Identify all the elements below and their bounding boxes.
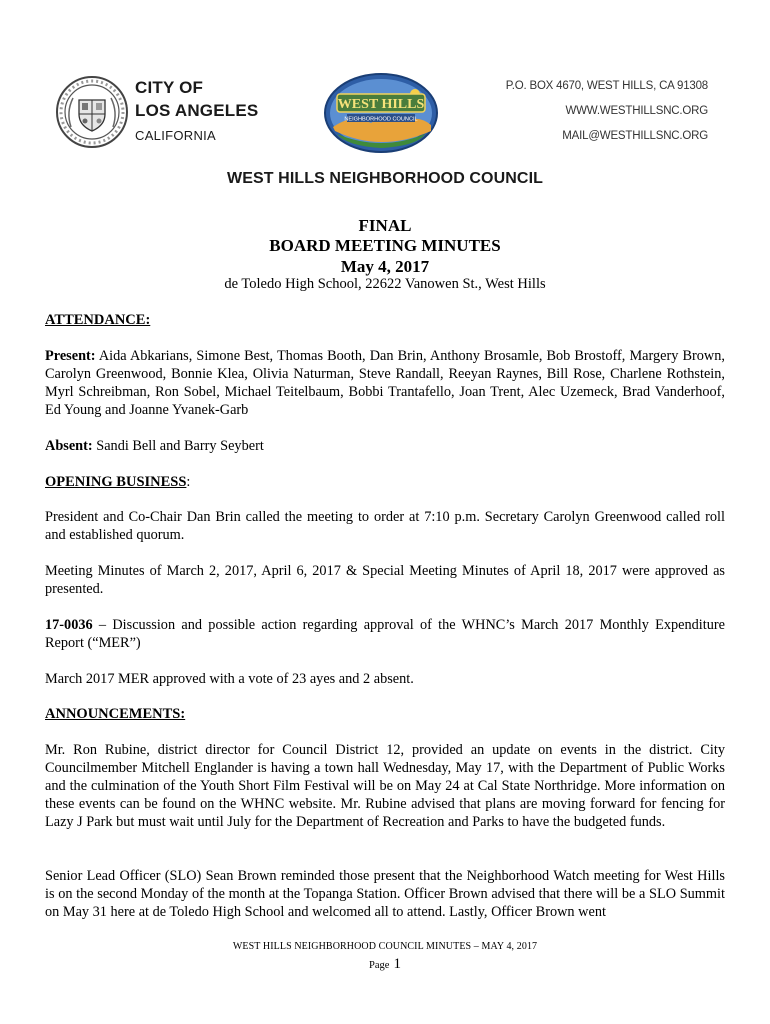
organization-name: WEST HILLS NEIGHBORHOOD COUNCIL: [227, 170, 543, 187]
announcements-heading: ANNOUNCEMENTS:: [45, 706, 186, 722]
page-label: Page: [369, 960, 390, 971]
absent-list: Sandi Bell and Barry Seybert: [96, 438, 264, 454]
city-line-2: LOS ANGELES: [135, 101, 259, 120]
city-line-1: CITY OF: [135, 78, 204, 97]
opening-heading: OPENING BUSINESS: [45, 474, 187, 490]
document-status: FINAL: [358, 216, 412, 235]
website: WWW.WESTHILLSNC.ORG: [565, 105, 708, 117]
attendance-heading: ATTENDANCE:: [45, 312, 151, 328]
present-list: Aida Abkarians, Simone Best, Thomas Booth, Dan Brin, Anthony Brosamle, Bob Brostoff, Margery Brown, Carolyn Greenwood, Bonnie Klea, Olivia Naturman, Steve Randall, Reeyan Raynes, Bill Rose, Charlene Rothstein, Myrl Schreibman, Ron Sobel, Michael Teitelbaum, Bobbi Trantafello, Joan Trent, Alec Uzemeck, Brad Vanderhoof, Ed Young and Joanne Yvanek-Garb: [45, 348, 725, 418]
opening-paragraph-2: Meeting Minutes of March 2, 2017, April 6, 2017 & Special Meeting Minutes of April 18, 2017 were approved as presented.: [45, 563, 725, 597]
opening-heading-row: [45, 473, 725, 491]
agenda-item-text: – Discussion and possible action regarding approval of the WHNC’s March 2017 Monthly Expenditure Report (“MER”): [45, 617, 725, 651]
page-number-row: [0, 955, 770, 973]
absent-paragraph: [45, 437, 725, 455]
contact-block: [506, 74, 708, 149]
po-box: P.O. BOX 4670, WEST HILLS, CA 91308: [505, 80, 708, 92]
present-paragraph: [45, 347, 725, 419]
page-number: 1: [393, 956, 401, 972]
city-line-3: CALIFORNIA: [135, 128, 217, 143]
opening-paragraph-1: President and Co-Chair Dan Brin called the meeting to order at 7:10 p.m. Secretary Carolyn Greenwood called roll and established quorum.: [45, 509, 725, 543]
city-seal-icon: [55, 75, 129, 149]
meeting-date: May 4, 2017: [340, 257, 430, 276]
agenda-item-number: 17-0036: [45, 617, 93, 633]
city-of-los-angeles-block: [135, 76, 258, 147]
agenda-item-17-0036: [45, 616, 725, 652]
present-label: Present:: [45, 348, 96, 364]
meeting-venue: de Toledo High School, 22622 Vanowen St., West Hills: [224, 276, 546, 292]
document-title: BOARD MEETING MINUTES: [269, 236, 501, 255]
logo-title: WEST HILLS: [337, 97, 425, 112]
logo-subtitle: NEIGHBORHOOD COUNCIL: [344, 116, 418, 123]
west-hills-logo: [323, 72, 439, 154]
opening-paragraph-3: March 2017 MER approved with a vote of 23 ayes and 2 absent.: [45, 671, 414, 687]
announcements-paragraph-2: Senior Lead Officer (SLO) Sean Brown reminded those present that the Neighborhood Watch meeting for West Hills is on the second Monday of the month at the Topanga Station. Officer Brown advised that there will be a SLO Summit on May 31 here at de Toledo High School and welcomed all to attend. Lastly, Officer Brown went: [45, 868, 725, 920]
absent-label: Absent:: [45, 438, 93, 454]
opening-heading-colon: :: [186, 474, 191, 490]
footer-text: WEST HILLS NEIGHBORHOOD COUNCIL MINUTES – MAY 4, 2017: [232, 941, 538, 952]
announcements-paragraph-1: Mr. Ron Rubine, district director for Council District 12, provided an update on events in the district. City Councilmember Mitchell Englander is having a town hall Wednesday, May 17, with the Department of Public Works and the culmination of the Youth Short Film Festival will be on May 24 at Cal State Northridge. More information on these events can be found on the WHNC website. Mr. Rubine advised that plans are moving forward for fencing for Lazy J Park but must wait until July for the Department of Recreation and Parks to have the budgeted funds.: [45, 742, 725, 830]
email: MAIL@WESTHILLSNC.ORG: [562, 130, 708, 142]
